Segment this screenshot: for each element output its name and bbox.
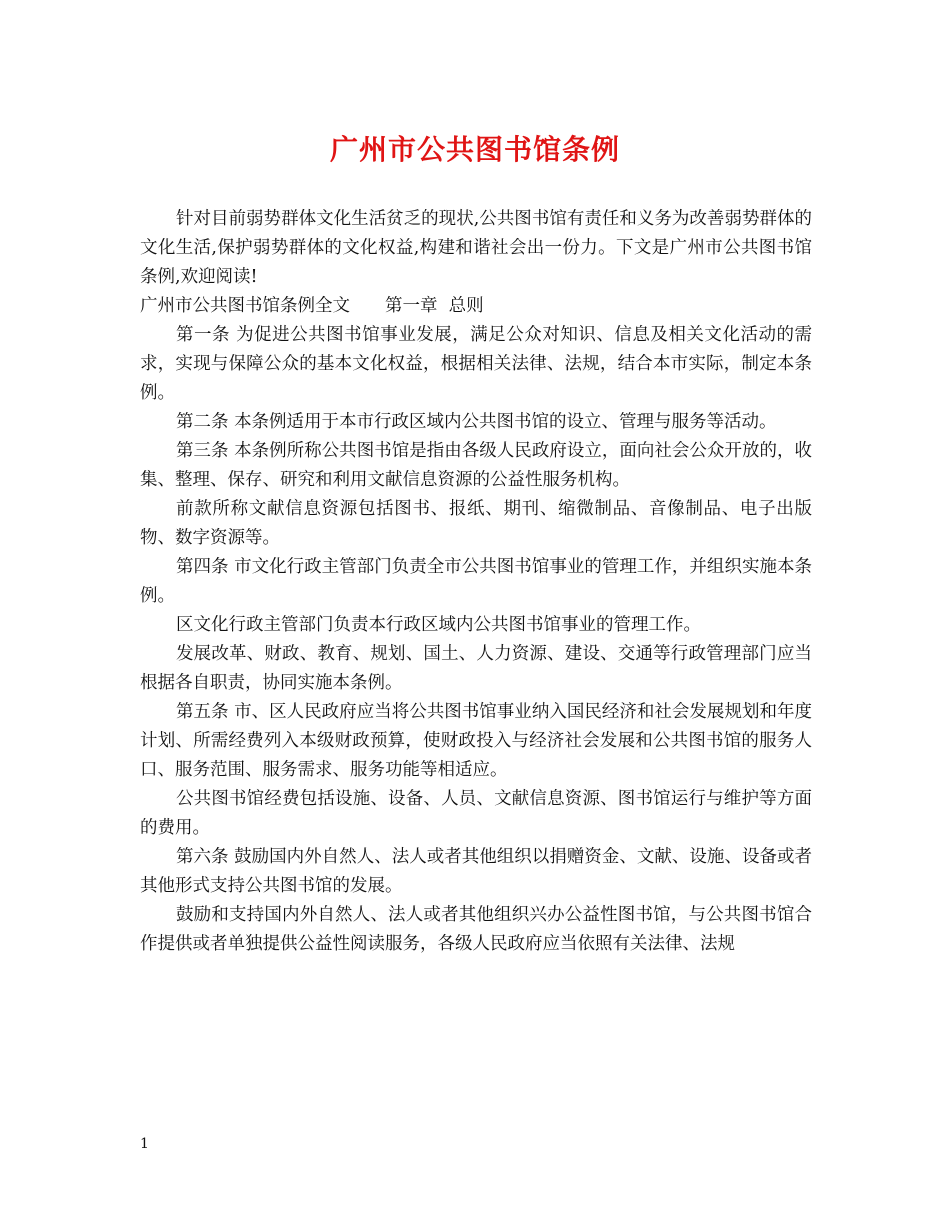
paragraph-article-5: 第五条 市、区人民政府应当将公共图书馆事业纳入国民经济和社会发展规划和年度计划、所需经费列入本级财政预算，使财政投入与经济社会发展和公共图书馆的服务人口、服务范围、服务需求、服务功能等相适应。 <box>140 702 812 780</box>
paragraph-article-6: 第六条 鼓励国内外自然人、法人或者其他组织以捐赠资金、文献、设施、设备或者其他形式支持公共图书馆的发展。 <box>140 847 812 896</box>
paragraph-chapter-heading: 广州市公共图书馆条例全文 第一章 总则 <box>140 296 484 316</box>
document-title: 广州市公共图书馆条例 <box>329 133 620 166</box>
page-number: 1 <box>140 1136 149 1152</box>
paragraph-article-3-clause: 前款所称文献信息资源包括图书、报纸、期刊、缩微制品、音像制品、电子出版物、数字资源等。 <box>140 499 812 548</box>
paragraph-article-1: 第一条 为促进公共图书馆事业发展，满足公众对知识、信息及相关文化活动的需求，实现与保障公众的基本文化权益，根据相关法律、法规，结合本市实际，制定本条例。 <box>140 325 812 403</box>
paragraph-article-5-clause: 公共图书馆经费包括设施、设备、人员、文献信息资源、图书馆运行与维护等方面的费用。 <box>140 789 812 838</box>
paragraph-article-6-clause: 鼓励和支持国内外自然人、法人或者其他组织兴办公益性图书馆，与公共图书馆合作提供或者单独提供公益性阅读服务，各级人民政府应当依照有关法律、法规 <box>140 905 812 954</box>
document-body <box>140 205 812 959</box>
paragraph-article-4: 第四条 市文化行政主管部门负责全市公共图书馆事业的管理工作，并组织实施本条例。 <box>140 557 812 606</box>
paragraph-article-2: 第二条 本条例适用于本市行政区域内公共图书馆的设立、管理与服务等活动。 <box>176 412 777 432</box>
paragraph-article-4-clause-2: 发展改革、财政、教育、规划、国土、人力资源、建设、交通等行政管理部门应当根据各自职责，协同实施本条例。 <box>140 644 812 693</box>
paragraph-intro: 针对目前弱势群体文化生活贫乏的现状,公共图书馆有责任和义务为改善弱势群体的文化生活,保护弱势群体的文化权益,构建和谐社会出一份力。下文是广州市公共图书馆条例,欢迎阅读! <box>140 209 812 287</box>
paragraph-article-4-clause-1: 区文化行政主管部门负责本行政区域内公共图书馆事业的管理工作。 <box>176 615 701 635</box>
paragraph-article-3: 第三条 本条例所称公共图书馆是指由各级人民政府设立，面向社会公众开放的，收集、整理、保存、研究和利用文献信息资源的公益性服务机构。 <box>140 441 812 490</box>
